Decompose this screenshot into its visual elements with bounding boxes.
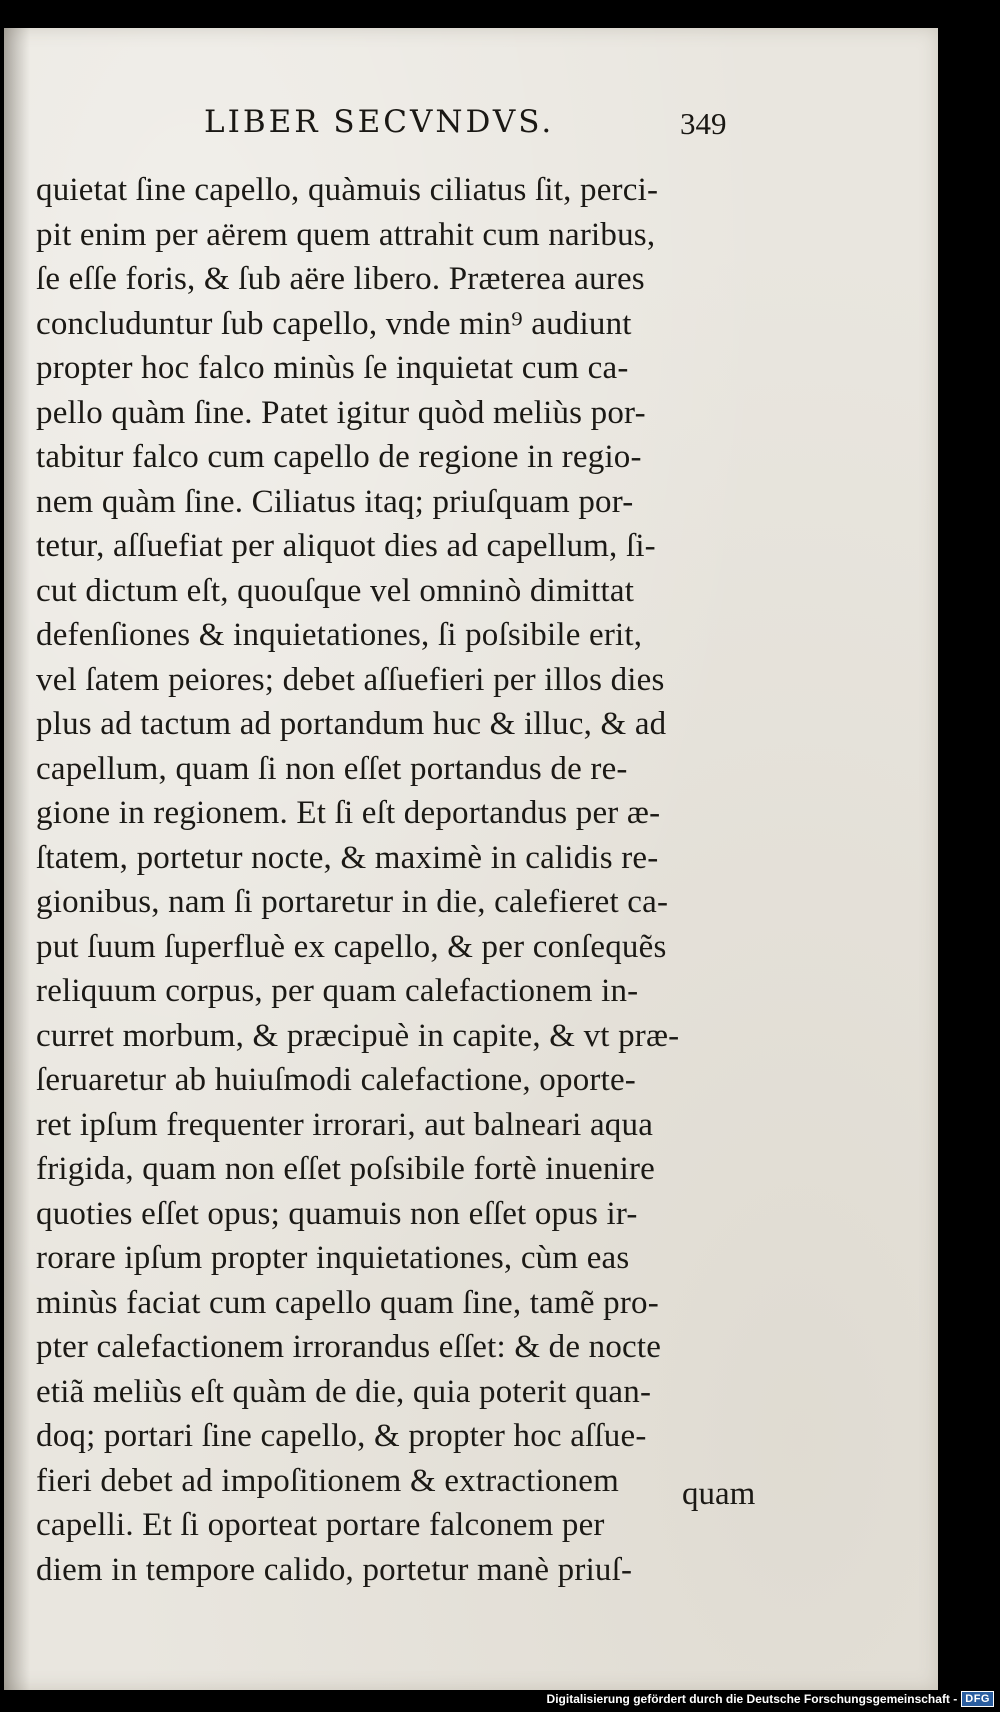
text-line: concluduntur ſub capello, vnde min⁹ audiunt (36, 305, 632, 342)
text-line: quietat ſine capello, quàmuis ciliatus ſit, perci- (36, 172, 659, 208)
text-line: capellum, quam ſi non eſſet portandus de re- (36, 750, 628, 787)
book-page (4, 28, 938, 1690)
text-line: pello quàm ſine. Patet igitur quòd meliùs por- (36, 394, 646, 431)
text-line: rorare ipſum propter inquietationes, cùm eas (36, 1240, 630, 1276)
footer-credit: Digitalisierung gefördert durch die Deutsche Forschungsgemeinschaft - (546, 1692, 958, 1706)
text-line: propter hoc falco minùs ſe inquietat cum ca- (36, 350, 629, 386)
text-line: defenſiones & inquietationes, ſi poſsibile erit, (36, 617, 643, 653)
page-number: 349 (680, 106, 727, 141)
text-line: ſtatem, portetur nocte, & maximè in calidis re- (36, 839, 659, 876)
text-line: fieri debet ad impoſitionem & extractionem (36, 1462, 619, 1499)
text-line: etiã meliùs eſt quàm de die, quia poterit quan- (36, 1373, 652, 1410)
text-line: plus ad tactum ad portandum huc & illuc, & ad (36, 706, 667, 742)
text-line: put ſuum ſuperfluè ex capello, & per conſequẽs (36, 928, 667, 965)
text-line: quoties eſſet opus; quamuis non eſſet opus ir- (36, 1195, 638, 1232)
text-line: minùs faciat cum capello quam ſine, tamẽ pro- (36, 1284, 659, 1321)
text-line: gionibus, nam ſi portaretur in die, calefieret ca- (36, 884, 669, 920)
text-line: ſeruaretur ab huiuſmodi calefactione, oporte- (36, 1062, 636, 1098)
text-line: pit enim per aërem quem attrahit cum naribus, (36, 216, 656, 253)
text-line: ret ipſum frequenter irrorari, aut balneari aqua (36, 1106, 654, 1143)
dfg-logo: DFG (961, 1691, 994, 1707)
text-line: curret morbum, & præcipuè in capite, & vt præ- (36, 1017, 680, 1054)
text-line: reliquum corpus, per quam calefactionem in- (36, 973, 639, 1009)
text-line: frigida, quam non eſſet poſsibile fortè inuenire (36, 1151, 656, 1187)
catchword: quam (682, 1476, 756, 1512)
text-line: nem quàm ſine. Ciliatus itaq; priuſquam por- (36, 483, 634, 520)
text-line: tetur, aſſuefiat per aliquot dies ad capellum, ſi- (36, 528, 656, 564)
text-line: pter calefactionem irrorandus eſſet: & de nocte (36, 1329, 662, 1365)
text-line: doq; portari ſine capello, & propter hoc aſſue- (36, 1418, 647, 1454)
text-line: tabitur falco cum capello de regione in regio- (36, 439, 642, 475)
text-line: gione in regionem. Et ſi eſt deportandus per æ- (36, 795, 661, 831)
text-line: diem in tempore calido, portetur manè priuſ- (36, 1551, 633, 1588)
text-line: cut dictum eſt, quouſque vel omninò dimittat (36, 572, 635, 609)
digitization-footer (547, 1688, 994, 1710)
text-block (36, 168, 776, 1592)
text-line: ſe eſſe foris, & ſub aëre libero. Præterea aures (36, 261, 645, 297)
running-head: LIBER SECVNDVS. (204, 104, 555, 140)
text-line: vel ſatem peiores; debet aſſuefieri per illos dies (36, 661, 665, 698)
text-line: capelli. Et ſi oporteat portare falconem per (36, 1507, 605, 1543)
gutter-shadow (4, 28, 30, 1690)
